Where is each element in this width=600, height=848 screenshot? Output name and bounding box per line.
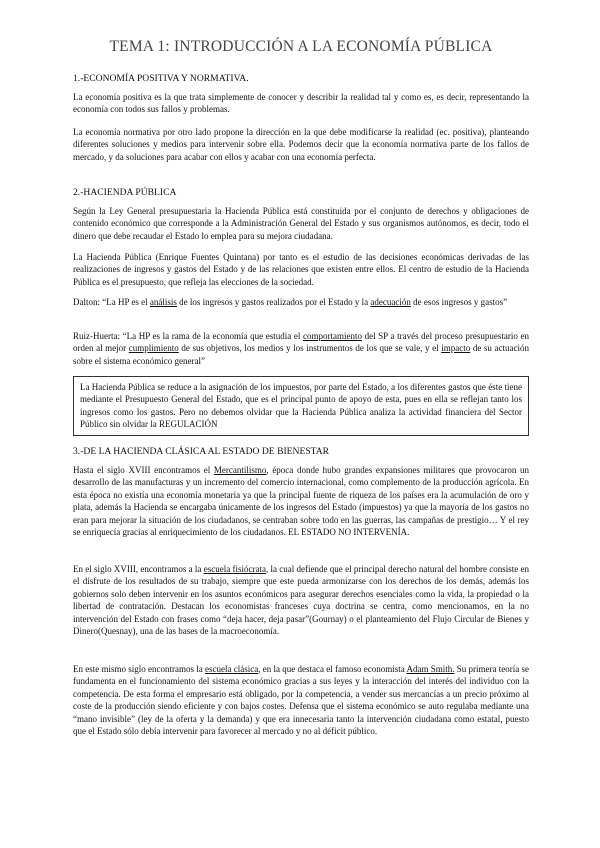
section-3-paragraph-2 xyxy=(73,563,529,637)
section-1-paragraph-1: La economía positiva es la que trata simplemente de conocer y describir la realidad tal y como es, es decir, representando la economía con todos sus fallos y problemas. xyxy=(73,92,529,115)
page-title: TEMA 1: INTRODUCCIÓN A LA ECONOMÍA PÚBLICA xyxy=(109,38,493,55)
s3p1-term-mercantilismo: Mercantilismo xyxy=(213,465,267,475)
ruiz-term-comportamiento: comportamiento xyxy=(302,331,362,341)
s3p3-term-adam-smith: Adam Smith. xyxy=(406,664,455,674)
section-2-heading: 2.-HACIENDA PÚBLICA xyxy=(73,187,177,198)
s3p2-term-fisiocrata: escuela fisiócrata xyxy=(203,564,266,574)
s3p3-text-1: En este mismo siglo encontramos la xyxy=(73,664,206,674)
section-1-heading: 1.-ECONOMÍA POSITIVA Y NORMATIVA. xyxy=(73,73,249,84)
s3p1-text-1: Hasta el siglo XVIII encontramos el xyxy=(73,465,214,475)
ruiz-text-3: de sus objetivos, los medios y los instrumentos de los que se vale, y el xyxy=(178,343,442,354)
dalton-quote xyxy=(73,296,529,308)
s3p2-text-2: , la cual defiende que el principal derecho natural del hombre consiste en el disfrute de los resultados de su trabajo, siempre que este pueda armonizarse con los derechos de los demás, además los gobiernos solo deben intervenir en los asuntos económicos para asegurar derechos esenciales como la vida, la propiedad o la libertad de contratación. Destacan los economistas franceses cuya doctrina se centra, como mencionamos, en la no intervención del Estado con frases como “deja hacer, deja pasar”(Gournay) o el planteamiento del Flujo Circular de Bienes y Dinero(Quesnay), una de las bases de la macroeconomía. xyxy=(73,564,529,637)
ruiz-text-1: Ruiz-Huerta: “La HP es la rama de la economía que estudia el xyxy=(73,331,303,341)
ruiz-huerta-quote xyxy=(73,330,529,367)
ruiz-term-impacto: impacto xyxy=(441,343,471,354)
summary-box: La Hacienda Pública se reduce a la asignación de los impuestos, por parte del Estado, a los diferentes gastos que éste tiene mediante el Presupuesto General del Estado, que es el principal punto de apoyo de esta, pues en ella se reflejan tanto los ingresos como los gastos. Pero no debemos olvidar que la Hacienda Pública analiza la actividad financiera del Sector Público sin olvidar la REGULACIÓN xyxy=(73,376,529,436)
dalton-term-analisis: análisis xyxy=(149,297,177,307)
s3p2-text-1: En el siglo XVIII, encontramos a la xyxy=(73,564,204,574)
dalton-text-3: de esos ingresos y gastos” xyxy=(410,297,508,307)
s3p3-text-3: Su primera teoría se fundamenta en el funcionamiento del sistema económico gracias a sus leyes y la interacción del interés del individuo con la competencia. De esta forma el empresario está obligado, por la competencia, a vender sus mercancías a un precio próximo al coste de la producción siendo eficiente y con bajos costes. Defensa que el sistema económico se auto regulaba mediante una “mano invisible” (ley de la oferta y la demanda) y que era innecesaria tanto la intervención ciudadana como estatal, puesto que el Estado sólo debía intervenir para favorecer al mercado y no al déficit público. xyxy=(73,664,529,737)
ruiz-text-4: de su actuación sobre el sistema económico general” xyxy=(73,343,529,366)
ruiz-text-2: del SP a través del proceso presupuestario en orden al mejor xyxy=(73,331,529,354)
section-1-paragraph-2: La economía normativa por otro lado propone la dirección en la que debe modificarse la realidad (ec. positiva), planteando diferentes soluciones y medios para intervenir sobre ella. Podemos decir que la economía normativa parte de los fallos de mercado, y da soluciones para acabar con ellos y acabar con una economía perfecta. xyxy=(73,127,529,162)
section-3-heading: 3.-DE LA HACIENDA CLÁSICA AL ESTADO DE BIENESTAR xyxy=(73,446,330,457)
dalton-text-2: de los ingresos y gastos realizados por el Estado y la xyxy=(176,297,371,307)
section-3-paragraph-3 xyxy=(73,663,529,737)
section-2-paragraph-2: La Hacienda Pública (Enrique Fuentes Quintana) por tanto es el estudio de las decisiones económicas derivadas de las realizaciones de ingresos y gastos del Estado y de las relaciones que existen entre ellos. El centro de estudio de la Hacienda Pública es el presupuesto, que refleja las elecciones de la sociedad. xyxy=(73,252,529,287)
s3p1-text-2: , época donde hubo grandes expansiones militares que provocaron un desarrollo de las manufacturas y un incremento del comercio internacional, como complemento de la producción agrícola. En esta época no existía una economía monetaria ya que la principal fuente de riqueza de los países era la acumulación de oro y plata, además la Hacienda se encargaba únicamente de los ingresos del Estado (impuestos) ya que la mayoría de los gastos no eran para mejorar la situación de los ciudadanos, se centraban sobre todo en las guerras, las campañas de prestigio… Y el rey se enriquecía gracias al enriquecimiento de los ciudadanos. EL ESTADO NO INTERVENÍA. xyxy=(73,465,529,538)
dalton-term-adecuacion: adecuación xyxy=(370,297,411,307)
s3p3-term-escuela-clasica: escuela clásica xyxy=(205,664,259,674)
section-3-paragraph-1 xyxy=(73,464,529,538)
s3p3-text-2: , en la que destaca el famoso economista xyxy=(258,664,407,674)
section-2-paragraph-1: Según la Ley General presupuestaria la Hacienda Pública está constituida por el conjunto de derechos y obligaciones de contenido económico que corresponde a la Administración General del Estado y sus organismos autónomos, es decir, todo el dinero que debe recaudar el Estado lo emplea para su mejora ciudadana. xyxy=(73,206,529,241)
ruiz-term-cumplimiento: cumplimiento xyxy=(128,343,179,354)
dalton-text-1: Dalton: “La HP es el xyxy=(73,297,150,307)
